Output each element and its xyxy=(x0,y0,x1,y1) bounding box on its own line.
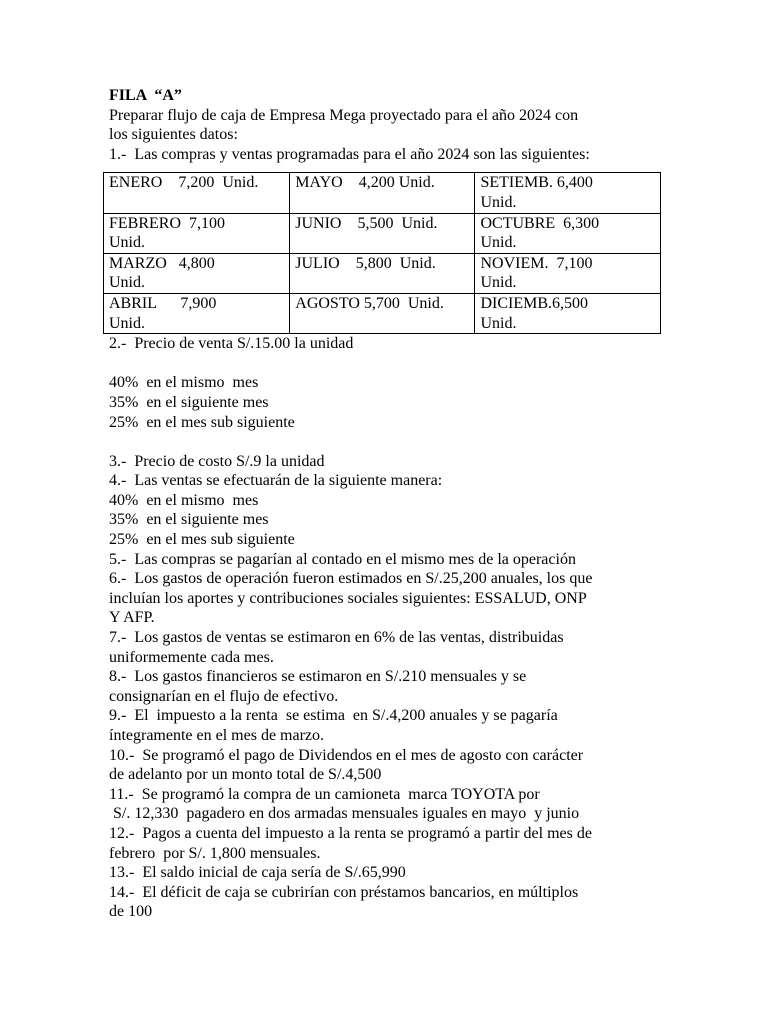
units-table xyxy=(103,172,661,334)
item-line: de adelanto por un monto total de S/.4,500 xyxy=(109,766,382,784)
table-cell: OCTUBRE 6,300 Unid. xyxy=(475,213,661,253)
item-line: S/. 12,330 pagadero en dos armadas mensuales iguales en mayo y junio xyxy=(109,805,580,823)
table-cell: AGOSTO 5,700 Unid. xyxy=(290,293,475,333)
intro-line: los siguientes datos: xyxy=(109,126,238,144)
table-cell: NOVIEM. 7,100 Unid. xyxy=(475,253,661,293)
blank-line xyxy=(109,354,661,374)
table-cell: ABRIL 7,900 Unid. xyxy=(104,293,290,333)
item-line: febrero por S/. 1,800 mensuales. xyxy=(109,844,321,862)
table-cell: ENERO 7,200 Unid. xyxy=(104,173,290,213)
item-line: 4.- Las ventas se efectuarán de la siguiente manera: xyxy=(109,472,443,490)
table-cell: JULIO 5,800 Unid. xyxy=(290,253,475,293)
item-line: 40% en el mismo mes xyxy=(109,491,259,509)
item-line: 6.- Los gastos de operación fueron estimados en S/.25,200 anuales, los que xyxy=(109,570,593,588)
percent-line: 25% en el mes sub siguiente xyxy=(109,413,295,431)
item-line: íntegramente en el mes de marzo. xyxy=(109,727,325,744)
table-cell: MARZO 4,800 Unid. xyxy=(104,253,290,293)
item-line: 8.- Los gastos financieros se estimaron en S/.210 mensuales y se xyxy=(109,668,527,686)
item-line: 7.- Los gastos de ventas se estimaron en 6% de las ventas, distribuidas xyxy=(109,629,564,647)
items-block xyxy=(109,452,661,922)
item-line: 25% en el mes sub siguiente xyxy=(109,531,295,549)
table-cell: SETIEMB. 6,400 Unid. xyxy=(475,173,661,213)
document-title: FILA “A” xyxy=(109,87,182,104)
blank-line xyxy=(109,432,661,452)
table-row xyxy=(104,293,661,333)
table-cell: MAYO 4,200 Unid. xyxy=(290,173,475,213)
item-line: 11.- Se programó la compra de un camioneta marca TOYOTA por xyxy=(109,785,540,803)
percent-line: 35% en el siguiente mes xyxy=(109,393,269,411)
item-line: 2.- Precio de venta S/.15.00 la unidad xyxy=(109,335,354,353)
item-line: 9.- El impuesto a la renta se estima en S/.4,200 anuales y se pagaría xyxy=(109,707,558,725)
item-line: 12.- Pagos a cuenta del impuesto a la renta se programó a partir del mes de xyxy=(109,824,592,842)
table-row xyxy=(104,173,661,213)
item-line: 10.- Se programó el pago de Dividendos en el mes de agosto con carácter xyxy=(109,746,584,764)
item-line: 35% en el siguiente mes xyxy=(109,511,269,529)
item-line: 14.- El déficit de caja se cubrirían con préstamos bancarios, en múltiplos xyxy=(109,883,579,901)
intro-block xyxy=(109,106,661,165)
table-cell: DICIEMB.6,500 Unid. xyxy=(475,293,661,333)
item-line: Y AFP. xyxy=(109,609,155,627)
item-line: consignarían en el flujo de efectivo. xyxy=(109,687,339,705)
document-page xyxy=(109,86,661,922)
item-line: uniformemente cada mes. xyxy=(109,648,274,666)
item-line: incluían los aportes y contribuciones sociales siguientes: ESSALUD, ONP xyxy=(109,589,587,607)
table-cell: FEBRERO 7,100 Unid. xyxy=(104,213,290,253)
item-line: de 100 xyxy=(109,903,153,921)
intro-line: Preparar flujo de caja de Empresa Mega proyectado para el año 2024 con xyxy=(109,106,579,124)
item-line: 5.- Las compras se pagarían al contado en el mismo mes de la operación xyxy=(109,550,576,568)
table-row xyxy=(104,253,661,293)
table-row xyxy=(104,213,661,253)
table-cell: JUNIO 5,500 Unid. xyxy=(290,213,475,253)
percent-block xyxy=(109,373,661,432)
item-line: 13.- El saldo inicial de caja sería de S/.65,990 xyxy=(109,864,406,882)
item-line: 3.- Precio de costo S/.9 la unidad xyxy=(109,452,325,470)
intro-line: 1.- Las compras y ventas programadas para el año 2024 son las siguientes: xyxy=(109,145,590,163)
percent-line: 40% en el mismo mes xyxy=(109,374,259,392)
